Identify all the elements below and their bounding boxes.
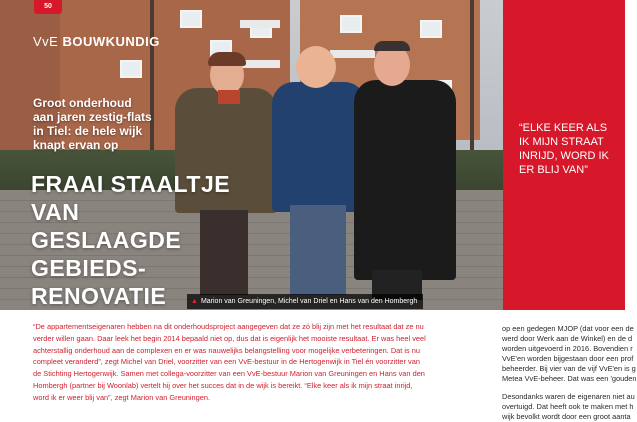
tree-trunk (470, 0, 474, 170)
intro-line: achterstallig onderhoud aan de complexen en er was nauwelijks belangstelling voor mogelijke verbeteringen. Dat is nu (33, 345, 421, 355)
intro-paragraph (33, 321, 483, 404)
intro-line: compleet veranderd”, zegt Michel van Driel, voorzitter van een VvE-bestuur in de Hertogenwijk in Tiel én voorzitter van (33, 357, 420, 367)
body-line: beheerder. Bij vier van de vijf VvE'en is g (502, 364, 636, 373)
body-line: VvE'en worden bijgestaan door een prof (502, 354, 634, 363)
section-prefix: VvE (33, 34, 59, 49)
intro-line: Hombergh (partner bij Woonlab) vertelt hij over het succes dat in de wijk is bereikt. “Elke keer als ik mijn straat inrijd, (33, 380, 413, 390)
pull-quote-line: IK MIJN STRAAT (519, 136, 604, 148)
body-line: Metea VvE-beheer. Dat was een 'gouden (502, 374, 637, 383)
pull-quote (519, 121, 619, 177)
headline-line: FRAAI STAALTJE (31, 171, 231, 197)
lead-text (33, 96, 183, 152)
building-window (120, 60, 142, 78)
intro-line: word ik er weer blij van”, zegt Marion van Greuningen. (33, 392, 211, 402)
intro-line: de Stichting Hertogenwijk. Samen met collega-voorzitter van een VvE-bestuur Marion van Greuningen en Hans van den (33, 369, 425, 379)
body-line: op een gedegen MJOP (dat voor een de (502, 324, 634, 333)
building-window (180, 10, 202, 28)
photo-caption: ▲ Marion van Greuningen, Michel van Driel en Hans van den Hombergh (187, 294, 423, 309)
balcony (240, 20, 280, 28)
body-line: Desondanks waren de eigenaren niet au (502, 392, 635, 401)
lead-line: aan jaren zestig-flats (33, 110, 152, 124)
building-window (420, 20, 442, 38)
building-window (340, 15, 362, 33)
right-column-text (502, 324, 637, 422)
pull-quote-line: INRIJD, WORD IK (519, 150, 609, 162)
lead-line: Groot onderhoud (33, 96, 132, 110)
section-name: BOUWKUNDIG (62, 34, 160, 49)
page-number: 50 (34, 0, 62, 14)
caption-triangle-icon: ▲ (191, 298, 198, 305)
intro-line: verder willen gaan. Daar leek het begin 2014 bepaald niet op, dus dat is eigenlijk het mooiste resultaat. Er was heel veel (33, 333, 426, 343)
headline-line: GEBIEDS- (31, 255, 147, 281)
headline (31, 170, 231, 310)
body-line: wijk bevolkt wordt door een groot aanta (502, 412, 631, 421)
lead-line: in Tiel: de hele wijk (33, 124, 143, 138)
headline-line: RENOVATIE (31, 283, 167, 309)
intro-line: “De appartementseigenaren hebben na dit onderhoudsproject aangegeven dat ze zó blij zijn met het resultaat dat ze nu (33, 322, 424, 331)
balcony (330, 50, 375, 58)
balcony (240, 60, 280, 68)
body-line: werd door Werk aan de Winkel) en de d (502, 334, 633, 343)
body-line: overtuigd. Dat heeft ook te maken met h (502, 402, 634, 411)
pull-quote-line: “ELKE KEER ALS (519, 122, 608, 134)
pull-quote-line: ER BLIJ VAN” (519, 164, 588, 176)
headline-line: VAN GESLAAGDE (31, 199, 182, 253)
lead-line: knapt ervan op (33, 138, 119, 152)
body-line: worden uitgevoerd in 2016. Bovendien r (502, 344, 633, 353)
section-label (33, 34, 160, 49)
